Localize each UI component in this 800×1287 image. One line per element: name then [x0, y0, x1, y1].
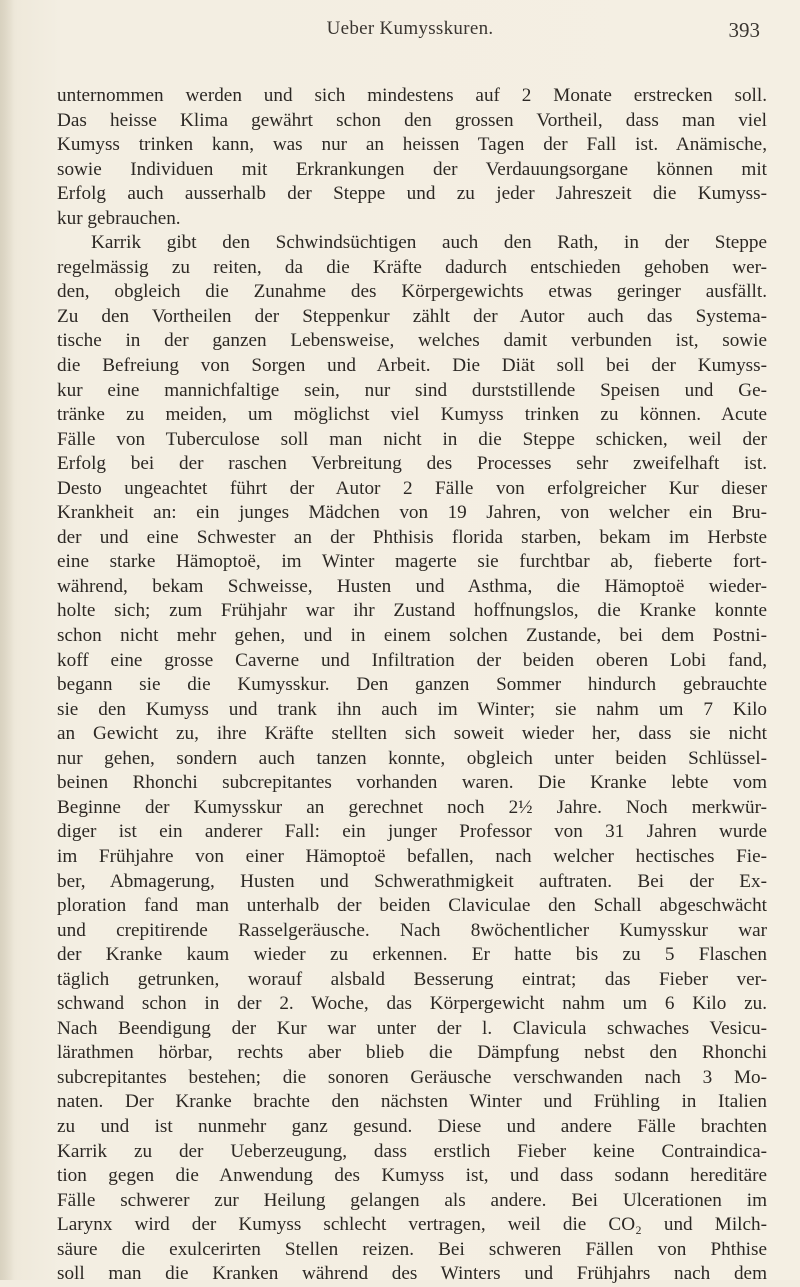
text-line: diger ist ein anderer Fall: ein junger Professor von 31 Jahren wurde [57, 821, 767, 843]
running-title: Ueber Kumysskuren. [326, 18, 494, 39]
spine-shadow [0, 0, 14, 1280]
text-line: kur eine mannichfaltige sein, nur sind durststillende Speisen und Ge- [57, 379, 767, 401]
text-line: täglich getrunken, worauf alsbald Besserung eintrat; das Fieber ver- [57, 968, 767, 990]
text-line: regelmässig zu reiten, da die Kräfte dadurch entschieden gehoben wer- [57, 256, 767, 278]
text-line: soll man die Kranken während des Winters und Frühjahrs nach dem [57, 1263, 767, 1285]
text-line: Fälle von Tuberculose soll man nicht in die Steppe schicken, weil der [57, 428, 767, 450]
text-line: säure die exulcerirten Stellen reizen. Bei schweren Fällen von Phthise [57, 1238, 767, 1260]
text-line: Karrik zu der Ueberzeugung, dass erstlich Fieber keine Contraindica- [57, 1140, 767, 1162]
text-line: holte sich; zum Frühjahr war ihr Zustand hoffnungslos, die Kranke konnte [57, 600, 767, 622]
text-line: subcrepitantes bestehen; die sonoren Geräusche verschwanden nach 3 Mo- [57, 1066, 767, 1088]
text-line: zu und ist nunmehr ganz gesund. Diese und andere Fälle brachten [57, 1115, 767, 1137]
text-line: sie den Kumyss und trank ihn auch im Winter; sie nahm um 7 Kilo [57, 698, 767, 720]
text-line: eine starke Hämoptoë, im Winter magerte sie furchtbar ab, fieberte fort- [57, 551, 767, 573]
text-line: naten. Der Kranke brachte den nächsten Winter und Frühling in Italien [57, 1091, 767, 1113]
text-line: Nach Beendigung der Kur war unter der l. Clavicula schwaches Vesicu- [57, 1017, 767, 1039]
text-line: ploration fand man unterhalb der beiden Claviculae den Schall abgeschwächt [57, 895, 767, 917]
text-line: koff eine grosse Caverne und Infiltration der beiden oberen Lobi fand, [57, 649, 767, 671]
text-line: Larynx wird der Kumyss schlecht vertragen, weil die CO₂ und Milch- [57, 1214, 767, 1236]
text-line: im Frühjahre von einer Hämoptoë befallen, nach welcher hectisches Fie- [57, 845, 767, 867]
text-line: Krankheit an: ein junges Mädchen von 19 Jahren, von welcher ein Bru- [57, 502, 767, 524]
text-line: die Befreiung von Sorgen und Arbeit. Die Diät soll bei der Kumyss- [57, 355, 767, 377]
text-line: lärathmen hörbar, rechts aber blieb die Dämpfung nebst den Rhonchi [57, 1042, 767, 1064]
text-line: Fälle schwerer zur Heilung gelangen als andere. Bei Ulcerationen im [57, 1189, 767, 1211]
text-line: während, bekam Schweisse, Husten und Asthma, die Hämoptoë wieder- [57, 575, 767, 597]
running-head [60, 18, 760, 52]
page-number: 393 [728, 18, 760, 42]
text-line: Karrik gibt den Schwindsüchtigen auch den Rath, in der Steppe [91, 232, 767, 254]
text-line: Kumyss trinken kann, was nur an heissen Tagen der Fall ist. Anämische, [57, 134, 767, 156]
text-line: Erfolg bei der raschen Verbreitung des Processes sehr zweifelhaft ist. [57, 453, 767, 475]
text-line: der Kranke kaum wieder zu erkennen. Er hatte bis zu 5 Flaschen [57, 944, 767, 966]
text-line: Zu den Vortheilen der Steppenkur zählt der Autor auch das Systema- [57, 305, 767, 327]
text-line: schwand schon in der 2. Woche, das Körpergewicht nahm um 6 Kilo zu. [57, 993, 767, 1015]
text-line: tische in der ganzen Lebensweise, welches damit verbunden ist, sowie [57, 330, 767, 352]
text-line: beinen Rhonchi subcrepitantes vorhanden waren. Die Kranke lebte vom [57, 772, 767, 794]
text-line: und crepitirende Rasselgeräusche. Nach 8wöchentlicher Kumysskur war [57, 919, 767, 941]
text-line: kur gebrauchen. [57, 207, 181, 229]
text-line: den, obgleich die Zunahme des Körpergewichts etwas geringer ausfällt. [57, 281, 767, 303]
text-line: Erfolg auch ausserhalb der Steppe und zu jeder Jahreszeit die Kumyss- [57, 183, 767, 205]
text-line: begann sie die Kumysskur. Den ganzen Sommer hindurch gebrauchte [57, 674, 767, 696]
text-line: schon nicht mehr gehen, und in einem solchen Zustande, bei dem Postni- [57, 625, 767, 647]
text-line: tion gegen die Anwendung des Kumyss ist, und dass sodann hereditäre [57, 1165, 767, 1187]
text-line: sowie Individuen mit Erkrankungen der Verdauungsorgane können mit [57, 158, 767, 180]
text-line: ber, Abmagerung, Husten und Schwerathmigkeit auftraten. Bei der Ex- [57, 870, 767, 892]
text-line: tränke zu meiden, um möglichst viel Kumyss trinken zu können. Acute [57, 404, 767, 426]
text-line: der und eine Schwester an der Phthisis florida starben, bekam im Herbste [57, 526, 767, 548]
text-line: nur gehen, sondern auch tanzen konnte, obgleich unter beiden Schlüssel- [57, 747, 767, 769]
body-text [57, 84, 767, 1287]
text-line: Beginne der Kumysskur an gerechnet noch 2½ Jahre. Noch merkwür- [57, 796, 767, 818]
text-line: unternommen werden und sich mindestens auf 2 Monate erstrecken soll. [57, 85, 767, 106]
text-line: an Gewicht zu, ihre Kräfte stellten sich soweit wieder her, dass sie nicht [57, 723, 767, 745]
text-line: Desto ungeachtet führt der Autor 2 Fälle von erfolgreicher Kur dieser [57, 477, 767, 499]
text-line: Das heisse Klima gewährt schon den grossen Vortheil, dass man viel [57, 109, 767, 131]
